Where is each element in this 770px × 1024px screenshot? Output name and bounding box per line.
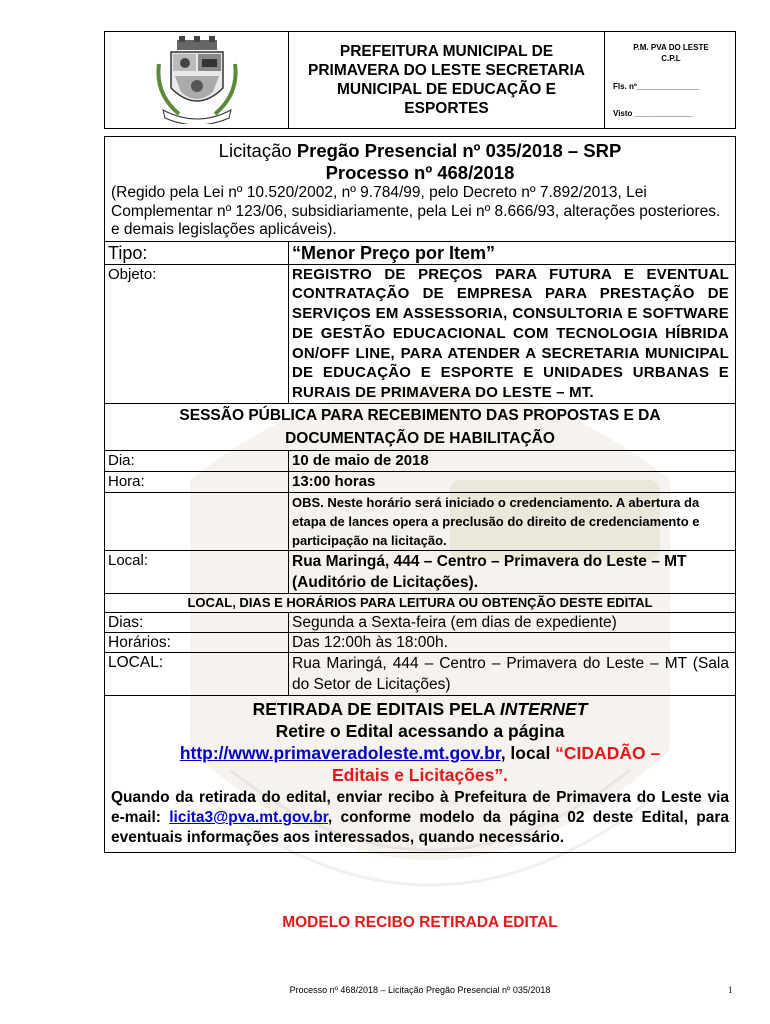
local-text: , local bbox=[500, 743, 556, 764]
page-number: 1 bbox=[728, 985, 733, 995]
processo-number: Processo nº 468/2018 bbox=[325, 162, 515, 183]
retirada-link-line bbox=[111, 742, 729, 764]
licitacao-prefix: Licitação bbox=[218, 140, 297, 161]
horarios-row bbox=[105, 633, 735, 653]
horarios-value: Das 12:00h às 18:00h. bbox=[292, 634, 448, 652]
local2-label: LOCAL: bbox=[105, 653, 289, 695]
obs-text: OBS. Neste horário será iniciado o credenciamento. A abertura da etapa de lances opera a preclusão do direito de credenciamento e participação na licitação. bbox=[292, 495, 700, 549]
obs-empty bbox=[105, 493, 289, 550]
tipo-row bbox=[105, 242, 735, 265]
local2-value: Rua Maringá, 444 – Centro – Primavera do Leste – MT (Sala do Setor de Licitações) bbox=[292, 655, 729, 694]
horarios-label: Horários: bbox=[105, 633, 289, 652]
header-meta bbox=[605, 32, 735, 128]
dia-row bbox=[105, 451, 735, 472]
municipal-crest bbox=[105, 32, 289, 128]
crest-icon bbox=[153, 36, 241, 124]
licitacao-number: Pregão Presencial nº 035/2018 – SRP bbox=[296, 140, 622, 161]
dias-value: Segunda a Sexta-feira (em dias de expediente) bbox=[292, 614, 617, 632]
obs-row bbox=[105, 493, 735, 551]
visto-field: Visto _____________ bbox=[613, 109, 693, 118]
website-link[interactable]: http://www.primaveradoleste.mt.gov.br bbox=[179, 743, 501, 764]
retirada-body bbox=[111, 788, 729, 848]
org-line-2: C.P.L bbox=[661, 54, 681, 63]
tipo-label: Tipo: bbox=[105, 242, 289, 264]
email-link[interactable]: licita3@pva.mt.gov.br bbox=[169, 809, 328, 827]
tipo-value: “Menor Preço por Item” bbox=[292, 242, 496, 263]
fls-label: Fls. nº bbox=[613, 82, 637, 91]
retirada-instruction: Retire o Edital acessando a página bbox=[275, 721, 565, 742]
document-header bbox=[104, 31, 736, 129]
local-label: Local: bbox=[105, 551, 289, 593]
hora-value: 13:00 horas bbox=[292, 473, 376, 491]
licitacao-block bbox=[105, 137, 735, 242]
dias-label: Dias: bbox=[105, 613, 289, 632]
cidadao-label: “CIDADÃO – bbox=[555, 743, 661, 764]
local2-row bbox=[105, 653, 735, 696]
objeto-value: REGISTRO DE PREÇOS PARA FUTURA E EVENTUAL CONTRATAÇÃO DE EMPRESA PARA PRESTAÇÃO DE SERVIÇOS EM ASSESSORIA, CONSULTORIA E SOFTWARE DE GESTÃO EDUCACIONAL COM TECNOLOGIA HÍBRIDA ON/OFF LINE, PARA ATENDER A SECRETARIA MUNICIPAL DE EDUCAÇÃO E ESPORTE E UNIDADES URBANAS E RURAIS DE PRIMAVERA DO LESTE – MT. bbox=[292, 265, 729, 402]
fls-field: Fls. nº______________ bbox=[613, 82, 700, 91]
local-value: Rua Maringá, 444 – Centro – Primavera do Leste – MT (Auditório de Licitações). bbox=[292, 553, 687, 592]
hora-row bbox=[105, 472, 735, 493]
licitacao-title bbox=[109, 139, 731, 162]
objeto-label: Objeto: bbox=[105, 265, 289, 404]
sessao-heading: SESSÃO PÚBLICA PARA RECEBIMENTO DAS PROPOSTAS E DA DOCUMENTAÇÃO DE HABILITAÇÃO bbox=[105, 404, 735, 451]
visto-label: Visto bbox=[613, 109, 633, 118]
retirada-title-internet: INTERNET bbox=[499, 699, 588, 720]
org-code bbox=[613, 42, 729, 64]
leitura-heading: LOCAL, DIAS E HORÁRIOS PARA LEITURA OU OBTENÇÃO DESTE EDITAL bbox=[105, 594, 735, 613]
dia-value: 10 de maio de 2018 bbox=[292, 452, 429, 470]
modelo-recibo-heading: MODELO RECIBO RETIRADA EDITAL bbox=[282, 914, 558, 931]
objeto-row bbox=[105, 265, 735, 405]
retirada-title-text: RETIRADA DE EDITAIS PELA bbox=[252, 699, 500, 720]
local-row bbox=[105, 551, 735, 594]
hora-label: Hora: bbox=[105, 472, 289, 492]
org-line-1: P.M. PVA DO LESTE bbox=[633, 43, 709, 52]
retirada-body-suffix: , conforme modelo da página 02 deste Edital, para eventuais informações aos interessados, quando necessário. bbox=[111, 809, 729, 847]
edital-table bbox=[104, 136, 736, 853]
regido-text: (Regido pela Lei nº 10.520/2002, nº 9.784/99, pelo Decreto nº 7.892/2013, Lei Complementar nº 123/06, subsidiariamente, pela Lei nº 8.666/93, alterações posteriores. e demais legislações aplicáveis). bbox=[111, 184, 721, 238]
retirada-title bbox=[111, 698, 729, 720]
retirada-block bbox=[105, 696, 735, 852]
editais-label: Editais e Licitações”. bbox=[331, 765, 509, 786]
dia-label: Dia: bbox=[105, 451, 289, 471]
dias-row bbox=[105, 613, 735, 633]
page-footer: Processo nº 468/2018 – Licitação Pregão Presencial nº 035/2018 bbox=[289, 985, 551, 995]
header-title: PREFEITURA MUNICIPAL DE PRIMAVERA DO LESTE SECRETARIA MUNICIPAL DE EDUCAÇÃO E ESPORTES bbox=[289, 32, 605, 128]
retirada-body-prefix: Quando da retirada do edital, enviar recibo à Prefeitura de Primavera do Leste via e-mail: bbox=[111, 789, 729, 827]
